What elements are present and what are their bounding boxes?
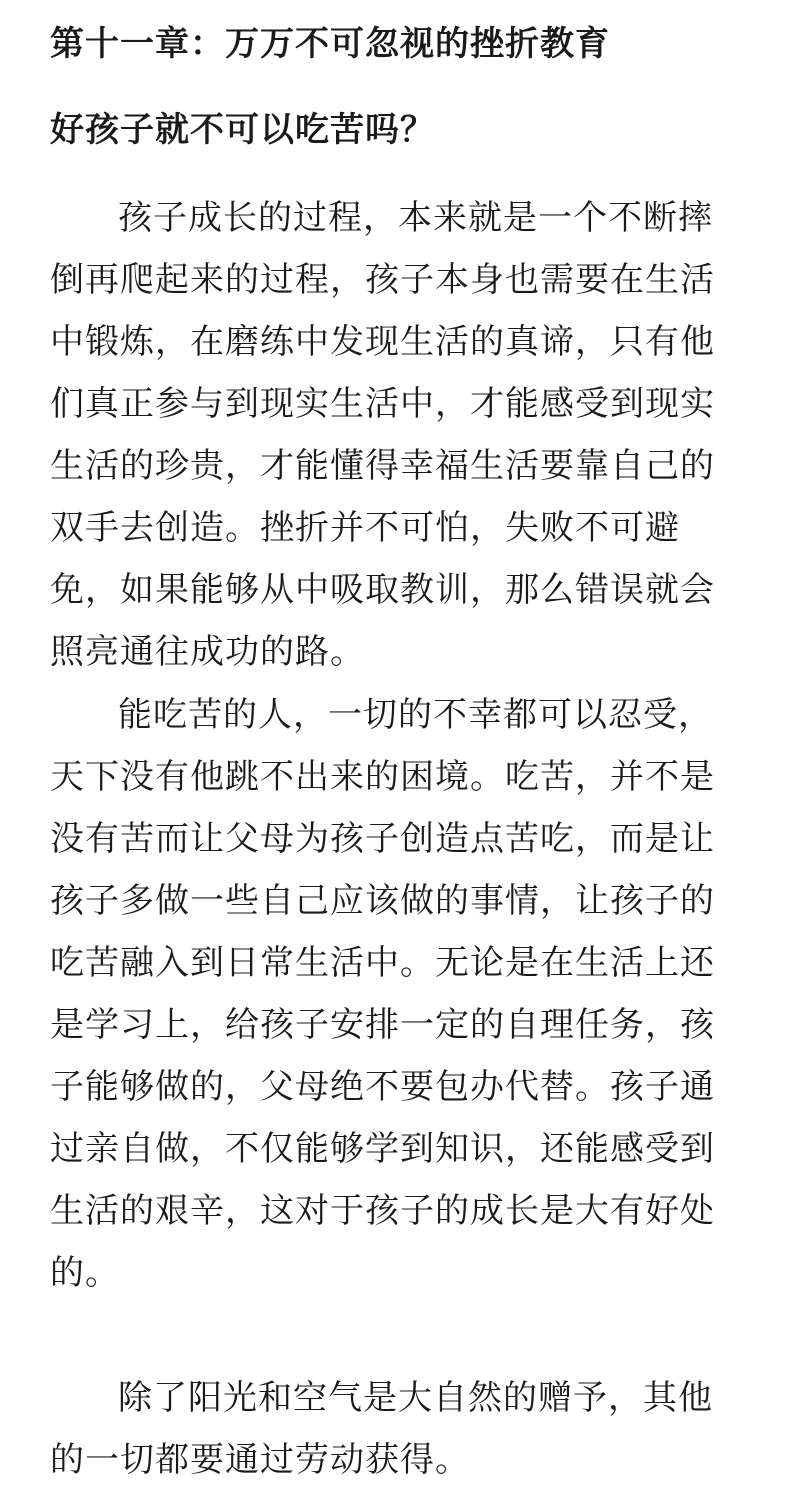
chapter-title: 第十一章：万万不可忽视的挫折教育 (50, 24, 610, 64)
section-title: 好孩子就不可以吃苦吗？ (50, 110, 435, 150)
paragraph-2: 能吃苦的人，一切的不幸都可以忍受，天下没有他跳不出来的困境。吃苦，并不是没有苦而让父母为孩子创造点苦吃，而是让孩子多做一些自己应该做的事情，让孩子的吃苦融入到日常生活中。无论是在生活上还是学习上，给孩子安排一定的自理任务，孩子能够做的，父母绝不要包办代替。孩子通过亲自做，不仅能够学到知识，还能感受到生活的艰辛，这对于孩子的成长是大有好处的。 (50, 695, 715, 1293)
paragraph-3: 除了阳光和空气是大自然的赠予，其他的一切都要通过劳动获得。 (50, 1378, 713, 1480)
paragraph-1: 孩子成长的过程，本来就是一个不断摔倒再爬起来的过程，孩子本身也需要在生活中锻炼，在磨练中发现生活的真谛，只有他们真正参与到现实生活中，才能感受到现实生活的珍贵，才能懂得幸福生活要靠自己的双手去创造。挫折并不可怕，失败不可避免，如果能够从中吸取教训，那么错误就会照亮通往成功的路。 (50, 198, 715, 672)
